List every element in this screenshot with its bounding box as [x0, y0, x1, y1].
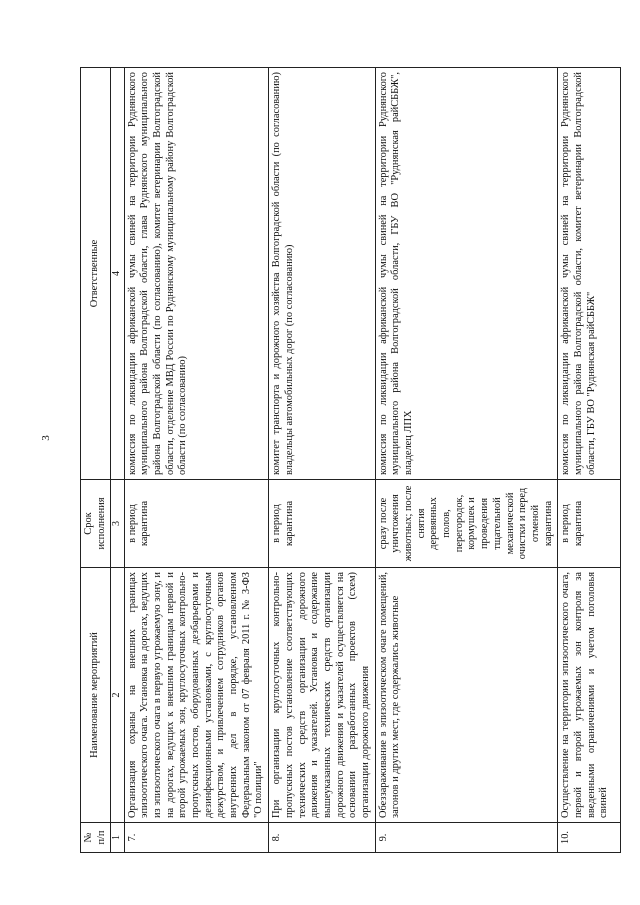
header-num: № п/п [81, 823, 111, 853]
table-header-row [81, 68, 111, 853]
row-number: 10. [558, 823, 621, 853]
measure-name: Организация охраны на внешних границах эпизоотического очага. Установка на дорогах, ведущих из эпизоотического очага в первую угрожаемую зону, и на дорогах, ведущих к внешним границам первой и второй угрожаемых зон, круглосуточных контрольно-пропускных постов, оборудованных дезбарьерами и дезинфекционными установками, с круглосуточным дежурством, и привлечением сотрудников органов внутренних дел в порядке, установленном Федеральным законом от 07 февраля 2011 г. № 3-ФЗ "О полиции" [124, 568, 269, 823]
measures-table [80, 67, 621, 853]
row-number: 7. [124, 823, 269, 853]
measure-responsible: комитет транспорта и дорожного хозяйства Волгоградской области (по согласованию) владельцы автомобильных дорог (по согласованию) [269, 68, 376, 480]
measure-term: в период карантина [124, 480, 269, 568]
table-row [375, 68, 558, 853]
measure-responsible: комиссия по ликвидации африканской чумы свиней на территории Руднянского муниципального района Волгоградской области, комитет ветеринарии Волгоградской области, ГБУ ВО "Руднянская райСББЖ" [558, 68, 621, 480]
table-row [124, 68, 269, 853]
measure-responsible: комиссия по ликвидации африканской чумы свиней на территории Руднянского муниципального района Волгоградской области, ГБУ ВО "Руднянская райСББЖ", владелец ЛПХ [375, 68, 558, 480]
row-number: 8. [269, 823, 376, 853]
page-number: 3 [39, 435, 52, 441]
column-number: 2 [111, 568, 124, 823]
measure-name: При организации круглосуточных контрольно-пропускных постов установление соответствующих технических средств организации дорожного движения и указателей. Установка и содержание вышеуказанных технических средств организации дорожного движения и указателей осуществляется на основании разработанных проектов (схем) организации дорожного движения [269, 568, 376, 823]
header-term: Срок исполнения [81, 480, 111, 568]
column-number: 3 [111, 480, 124, 568]
column-number: 4 [111, 68, 124, 480]
header-name: Наименование мероприятий [81, 568, 111, 823]
measure-name: Осуществление на территории эпизоотического очага, первой и второй угрожаемых зон контроля за введенными ограничениями и учетом поголовья свиней [558, 568, 621, 823]
row-number: 9. [375, 823, 558, 853]
measure-term: сразу после уничтожения животных; после снятия деревянных полов, перегородок, кормушек и проведения тщательной механической очистки и перед отменой карантина [375, 480, 558, 568]
table-row [558, 68, 621, 853]
column-number-row [111, 68, 124, 853]
rotated-document-page [80, 68, 625, 853]
header-responsible: Ответственные [81, 68, 111, 480]
column-number: 1 [111, 823, 124, 853]
measure-term: в период карантина [558, 480, 621, 568]
measure-responsible: комиссия по ликвидации африканской чумы свиней на территории Руднянского муниципального района Волгоградской области, глава Руднянского муниципального района Волгоградской области (по согласованию), комитет ветеринарии Волгоградской области, отделение МВД России по Руднянскому муниципальному району Волгоградской области (по согласованию) [124, 68, 269, 480]
table-row [269, 68, 376, 853]
measure-term: в период карантина [269, 480, 376, 568]
measure-name: Обеззараживание в эпизоотическом очаге помещений, загонов и других мест, где содержались животные [375, 568, 558, 823]
